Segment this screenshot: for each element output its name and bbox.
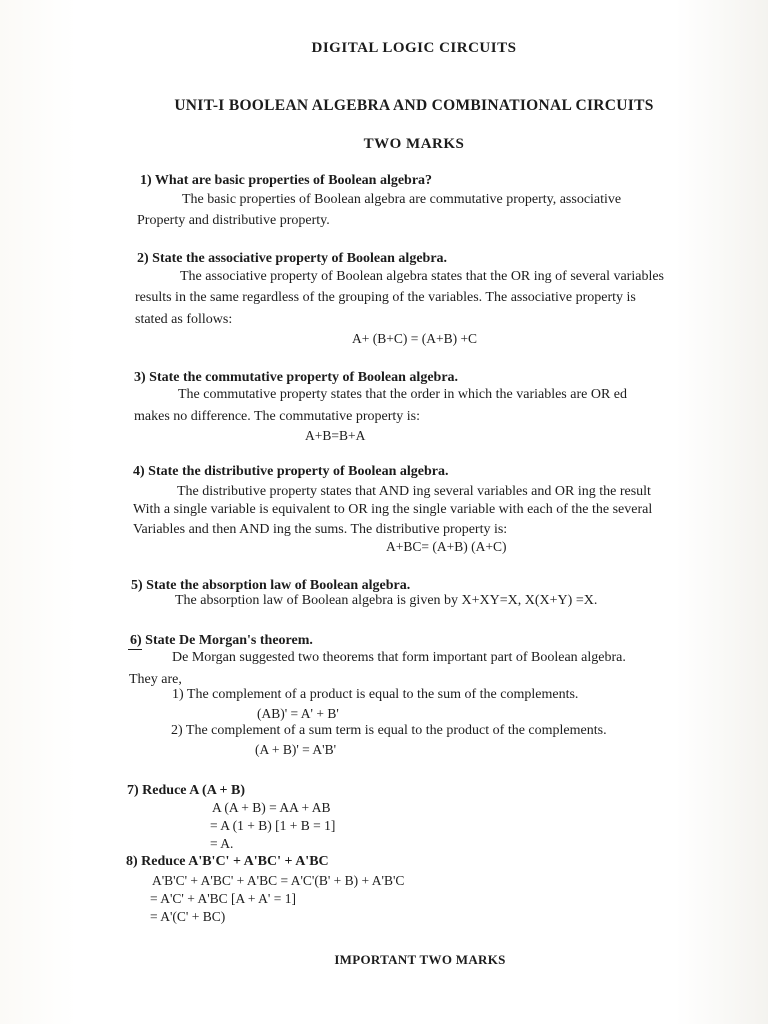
question-6-text: State De Morgan's theorem. xyxy=(145,633,313,648)
question-7-text: Reduce A (A + B) xyxy=(142,783,246,798)
question-2-text: State the associative property of Boolean algebra. xyxy=(152,251,448,266)
question-1-text: What are basic properties of Boolean algebra? xyxy=(154,173,433,188)
formula-4: A+BC= (A+B) (A+C) xyxy=(386,539,507,554)
formula-3: A+B=B+A xyxy=(305,428,366,443)
question-7-number: 7) xyxy=(127,783,139,798)
answer-4-line-1: The distributive property states that AND ing several variables and OR ing the result xyxy=(177,484,651,499)
answer-3-line-2: makes no difference. The commutative property is: xyxy=(134,409,421,424)
question-3-heading xyxy=(134,370,458,386)
unit-title: UNIT-I BOOLEAN ALGEBRA AND COMBINATIONAL CIRCUITS xyxy=(174,97,654,114)
answer-2-line-2: results in the same regardless of the grouping of the variables. The associative property is xyxy=(135,290,636,305)
step-8-2: = A'C' + A'BC [A + A' = 1] xyxy=(150,891,296,906)
question-2-number: 2) xyxy=(137,251,149,266)
formula-2: A+ (B+C) = (A+B) +C xyxy=(352,331,478,346)
question-8-text: Reduce A'B'C' + A'BC' + A'BC xyxy=(141,854,329,869)
answer-5-line-1: The absorption law of Boolean algebra is given by X+XY=X, X(X+Y) =X. xyxy=(175,593,598,608)
question-8-heading xyxy=(126,854,329,870)
step-7-2: = A (1 + B) [1 + B = 1] xyxy=(210,818,336,833)
theorem-2-formula: (A + B)' = A'B' xyxy=(255,742,337,757)
step-7-3: = A. xyxy=(210,836,234,851)
question-5-heading xyxy=(131,578,410,594)
question-5-text: State the absorption law of Boolean algebra. xyxy=(146,578,411,593)
step-8-1: A'B'C' + A'BC' + A'BC = A'C'(B' + B) + A'B'C xyxy=(152,873,405,888)
question-4-text: State the distributive property of Boolean algebra. xyxy=(148,464,449,479)
question-4-number: 4) xyxy=(133,464,145,479)
question-5-number: 5) xyxy=(131,578,143,593)
course-title: DIGITAL LOGIC CIRCUITS xyxy=(311,40,517,56)
question-6-heading xyxy=(130,633,313,649)
step-8-3: = A'(C' + BC) xyxy=(150,909,226,924)
answer-2-line-3: stated as follows: xyxy=(135,312,233,327)
question-6-number: 6) xyxy=(130,633,142,648)
theorem-2-statement: 2) The complement of a sum term is equal to the product of the complements. xyxy=(171,723,607,738)
answer-1-line-2: Property and distributive property. xyxy=(137,213,330,228)
theorem-1-formula: (AB)' = A' + B' xyxy=(257,706,339,721)
answer-4-line-2: With a single variable is equivalent to OR ing the single variable with each of the the several xyxy=(133,502,653,517)
question-1-heading xyxy=(140,173,432,189)
question-1-number: 1) xyxy=(140,173,152,188)
question-3-text: State the commutative property of Boolean algebra. xyxy=(149,370,459,385)
question-4-heading xyxy=(133,464,449,480)
question-7-heading xyxy=(127,783,245,799)
answer-1-line-1: The basic properties of Boolean algebra are commutative property, associative xyxy=(182,192,622,207)
answer-6-line-2: They are, xyxy=(129,672,182,687)
question-8-number: 8) xyxy=(126,854,138,869)
answer-4-line-3: Variables and then AND ing the sums. The distributive property is: xyxy=(133,522,508,537)
answer-6-line-1: De Morgan suggested two theorems that form important part of Boolean algebra. xyxy=(172,650,626,665)
question-2-heading xyxy=(137,251,447,267)
answer-3-line-1: The commutative property states that the order in which the variables are OR ed xyxy=(178,387,628,402)
step-7-1: A (A + B) = AA + AB xyxy=(212,800,331,815)
answer-2-line-1: The associative property of Boolean algebra states that the OR ing of several variables xyxy=(180,269,664,284)
footer-heading: IMPORTANT TWO MARKS xyxy=(334,952,506,967)
section-title: TWO MARKS xyxy=(363,136,465,152)
theorem-1-statement: 1) The complement of a product is equal to the sum of the complements. xyxy=(172,687,579,702)
question-3-number: 3) xyxy=(134,370,146,385)
